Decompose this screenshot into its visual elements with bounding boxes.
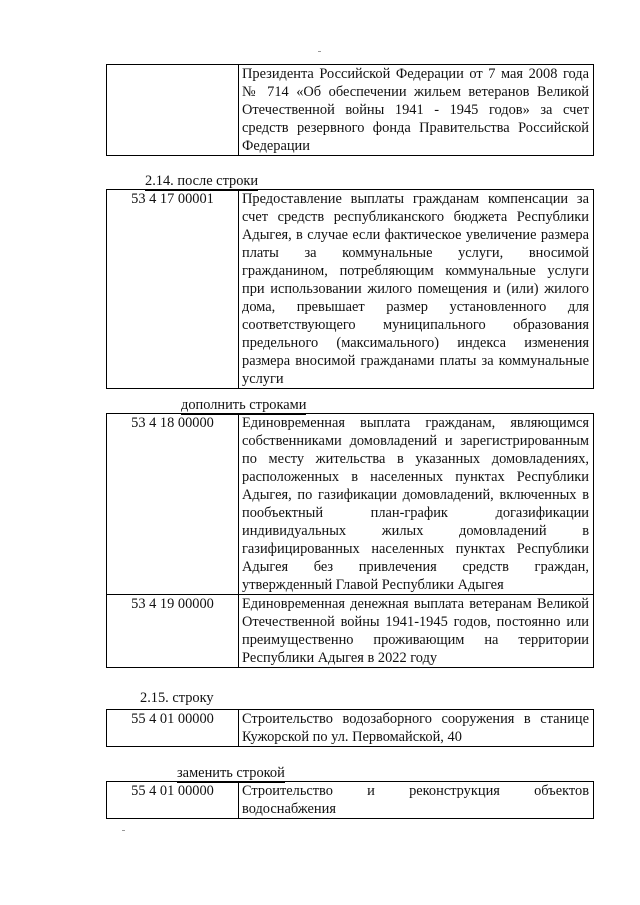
section-heading-replace: заменить строкой xyxy=(177,765,285,781)
section-heading-2-15: 2.15. строку xyxy=(140,690,214,706)
description-cell: Президента Российской Федерации от 7 мая 2008 года № 714 «Об обеспечении жильем ветеранов Великой Отечественной войны 1941 - 1945 годов» за счет средств резервного фонда Правительства Российской Федерации xyxy=(239,65,594,156)
description-cell: Единовременная денежная выплата ветеранам Великой Отечественной войны 1941-1945 годов, постоянно или преимущественно проживающим на территории Республики Адыгея в 2022 году xyxy=(239,595,594,668)
code-cell xyxy=(107,65,239,156)
budget-table-continuation xyxy=(106,64,594,156)
budget-table-replacement-row xyxy=(106,781,594,819)
code-cell: 53 4 18 00000 xyxy=(107,414,239,595)
description-cell: Строительство водозаборного сооружения в станице Кужорской по ул. Первомайской, 40 xyxy=(239,710,594,747)
table-row xyxy=(107,65,594,156)
code-cell: 53 4 17 00001 xyxy=(107,190,239,389)
section-heading-add-rows: дополнить строками xyxy=(181,397,307,413)
scan-mark-bottom xyxy=(122,830,125,831)
table-row xyxy=(107,595,594,668)
table-row xyxy=(107,414,594,595)
scan-mark-top xyxy=(318,51,321,52)
budget-table-after-row xyxy=(106,189,594,389)
section-heading-2-14: 2.14. после строки xyxy=(145,173,259,189)
table-row xyxy=(107,190,594,389)
description-cell: Строительство и реконструкция объектов водоснабжения xyxy=(239,782,594,819)
code-cell: 53 4 19 00000 xyxy=(107,595,239,668)
budget-table-row-to-replace xyxy=(106,709,594,747)
description-cell: Единовременная выплата гражданам, являющимся собственниками домовладений и зарегистрированным по месту жительства в указанных домовладениях, расположенных в населенных пунктах Республики Адыгея, по газификации домовладений, включенных в пообъектный план-график догазификации индивидуальных жилых домовладений в газифицированных населенных пунктах Республики Адыгея без привлечения средств граждан, утвержденный Главой Республики Адыгея xyxy=(239,414,594,595)
description-cell: Предоставление выплаты гражданам компенсации за счет средств республиканского бюджета Республики Адыгея, в случае если фактическое увеличение размера платы за коммунальные услуги, вносимой гражданином, потребляющим коммунальные услуги при использовании жилого помещения и (или) жилого дома, превышает размер установленного для соответствующего муниципального образования предельного (максимального) индекса изменения размера вносимой гражданами платы за коммунальные услуги xyxy=(239,190,594,389)
table-row xyxy=(107,710,594,747)
budget-table-added-rows xyxy=(106,413,594,668)
code-cell: 55 4 01 00000 xyxy=(107,782,239,819)
table-row xyxy=(107,782,594,819)
code-cell: 55 4 01 00000 xyxy=(107,710,239,747)
